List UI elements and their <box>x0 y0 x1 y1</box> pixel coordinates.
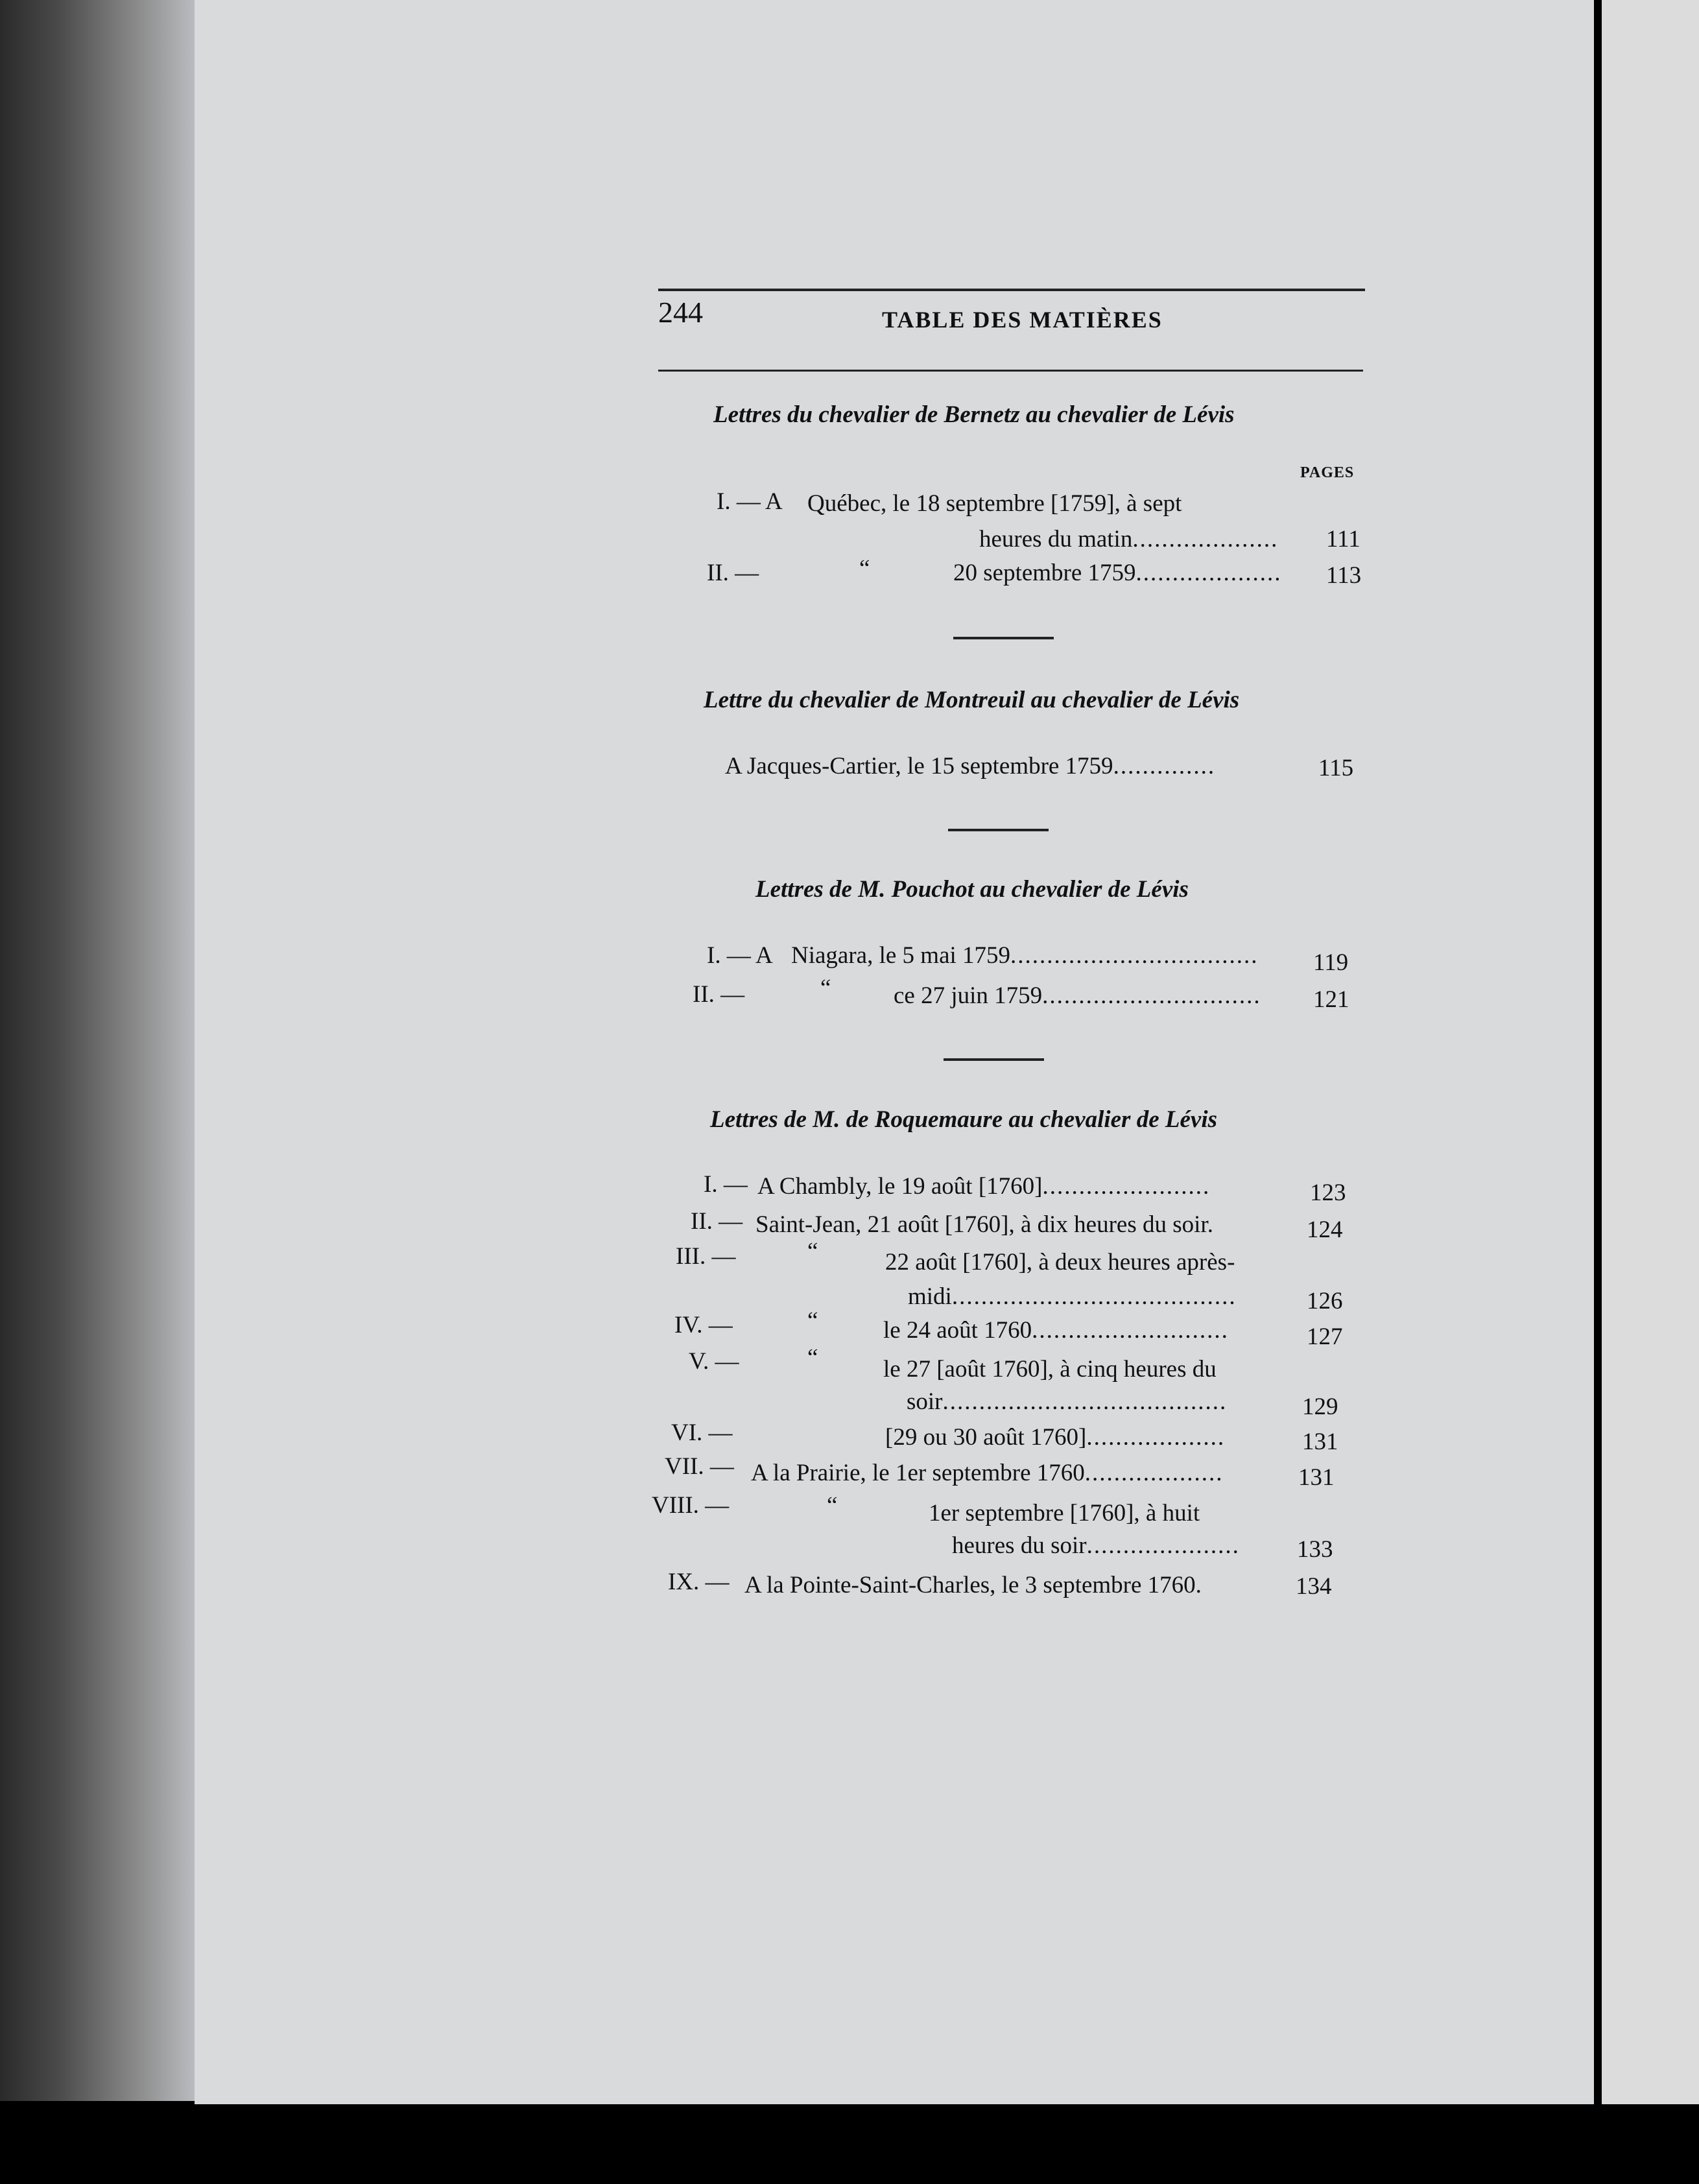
entry-text: Québec, le 18 septembre [1759], à sept <box>807 490 1182 517</box>
header-top-rule <box>658 289 1365 291</box>
entry-number: II. — <box>693 981 745 1008</box>
book-gutter <box>0 0 195 2101</box>
entry-number: VII. — <box>665 1453 734 1480</box>
entry-text: Niagara, le 5 mai 1759.................................. <box>791 942 1259 969</box>
section-divider <box>953 637 1054 639</box>
entry-text-continued: heures du soir..................... <box>952 1532 1240 1559</box>
entry-text: 20 septembre 1759.................... <box>953 560 1282 586</box>
entry-text: 1er septembre [1760], à huit <box>929 1500 1200 1526</box>
entry-number: VI. — <box>671 1419 733 1446</box>
entry-text: [29 ou 30 août 1760]................... <box>885 1424 1226 1451</box>
entry-number: II. — <box>691 1208 743 1235</box>
entry-text: A Jacques-Cartier, le 15 septembre 1759.............. <box>725 753 1216 779</box>
entry-number: V. — <box>689 1348 739 1375</box>
entry-text: ce 27 juin 1759.............................. <box>894 982 1261 1009</box>
entry-number: III. — <box>676 1243 736 1270</box>
entry-text: A la Prairie, le 1er septembre 1760................... <box>751 1460 1224 1486</box>
entry-page: 129 <box>1302 1394 1338 1420</box>
entry-page: 126 <box>1307 1288 1343 1314</box>
entry-page: 131 <box>1302 1429 1338 1455</box>
ditto-mark: “ <box>807 1238 818 1264</box>
ditto-mark: “ <box>859 555 870 582</box>
entry-page: 131 <box>1298 1464 1335 1491</box>
entry-page: 119 <box>1313 949 1349 976</box>
entry-page: 111 <box>1326 526 1360 552</box>
entry-text-continued: soir....................................... <box>907 1388 1228 1415</box>
section-divider <box>944 1058 1044 1061</box>
entry-text: le 27 [août 1760], à cinq heures du <box>883 1356 1217 1383</box>
header-bottom-rule <box>658 370 1363 372</box>
entry-page: 115 <box>1318 755 1354 781</box>
section-title: Lettres de M. Pouchot au chevalier de Lévis <box>755 876 1189 903</box>
entry-text: le 24 août 1760........................... <box>883 1317 1229 1344</box>
entry-text-continued: midi....................................... <box>908 1283 1237 1310</box>
entry-number: IX. — <box>668 1569 730 1595</box>
section-title: Lettres de M. de Roquemaure au chevalier de Lévis <box>710 1106 1218 1133</box>
entry-text: 22 août [1760], à deux heures après- <box>885 1249 1235 1276</box>
entry-text-continued: heures du matin.................... <box>979 526 1279 552</box>
ditto-mark: “ <box>827 1492 838 1519</box>
section-divider <box>948 829 1049 831</box>
ditto-mark: “ <box>820 975 831 1001</box>
section-title: Lettres du chevalier de Bernetz au chevalier de Lévis <box>713 401 1235 428</box>
entry-number: I. — <box>704 1171 748 1198</box>
section-title: Lettre du chevalier de Montreuil au chevalier de Lévis <box>704 687 1240 713</box>
entry-number: I. — A <box>707 942 773 969</box>
pages-column-label: PAGES <box>1300 464 1355 481</box>
entry-text: Saint-Jean, 21 août [1760], à dix heures du soir. <box>755 1211 1213 1238</box>
entry-text: A Chambly, le 19 août [1760]....................... <box>757 1173 1211 1200</box>
entry-page: 113 <box>1326 562 1362 589</box>
entry-page: 121 <box>1313 986 1349 1013</box>
entry-text: A la Pointe-Saint-Charles, le 3 septembre 1760. <box>744 1572 1202 1598</box>
entry-number: II. — <box>707 560 759 586</box>
entry-page: 124 <box>1307 1217 1343 1243</box>
entry-page: 123 <box>1310 1180 1346 1206</box>
entry-page: 133 <box>1297 1536 1333 1563</box>
ditto-mark: “ <box>807 1307 818 1334</box>
entry-page: 134 <box>1296 1573 1332 1600</box>
ditto-mark: “ <box>807 1344 818 1371</box>
adjacent-page-edge <box>1602 0 1699 2104</box>
entry-number: I. — A <box>717 488 783 515</box>
entry-page: 127 <box>1307 1323 1343 1350</box>
page-number: 244 <box>658 296 703 329</box>
entry-number: IV. — <box>674 1312 733 1338</box>
running-head: TABLE DES MATIÈRES <box>882 307 1163 333</box>
entry-number: VIII. — <box>652 1492 730 1519</box>
